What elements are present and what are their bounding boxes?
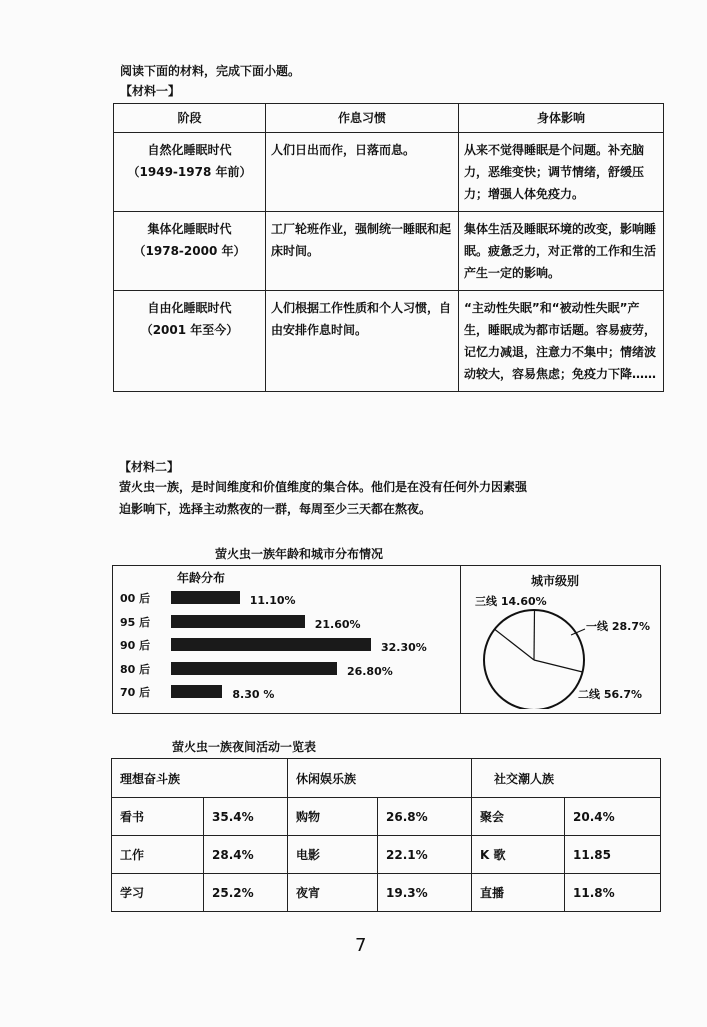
pie-slice-boundary-3 xyxy=(534,660,583,672)
age-bar xyxy=(171,615,305,628)
age-value-label: 11.10% xyxy=(249,594,296,607)
header-habit: 作息习惯 xyxy=(266,104,459,133)
chart-title: 萤火虫一族年龄和城市分布情况 xyxy=(215,547,384,561)
activity-value: 25.2% xyxy=(204,874,288,912)
age-category-label: 70 后 xyxy=(120,686,151,699)
age-chart-subtitle: 年龄分布 xyxy=(177,571,226,585)
material1-label: 【材料一】 xyxy=(120,84,181,98)
table-row xyxy=(114,133,664,212)
age-bar xyxy=(171,662,337,675)
activity-value: 22.1% xyxy=(378,836,472,874)
material2-text-line2: 迫影响下，选择主动熬夜的一群，每周至少三天都在熬夜。 xyxy=(119,502,432,516)
table-row xyxy=(112,798,661,836)
activity-name: K 歌 xyxy=(472,836,565,874)
table-row xyxy=(114,212,664,291)
activity-name: 直播 xyxy=(472,874,565,912)
header-stage: 阶段 xyxy=(114,104,266,133)
activity-name: 购物 xyxy=(288,798,378,836)
stage-period: （1949-1978 年前） xyxy=(127,165,252,179)
sleep-era-table xyxy=(113,103,664,392)
impact-cell: 集体生活及睡眠环境的改变，影响睡眠。疲惫乏力，对正常的工作和生活产生一定的影响。 xyxy=(459,212,664,291)
activity-group-row xyxy=(112,759,661,798)
stage-name: 自然化睡眠时代 xyxy=(147,143,232,157)
activity-value: 19.3% xyxy=(378,874,472,912)
pie-label-tier2: 二线 56.7% xyxy=(578,688,642,701)
pie-label-tier3: 三线 14.60% xyxy=(475,595,547,608)
age-bar-area xyxy=(113,566,460,713)
city-chart-subtitle: 城市级别 xyxy=(531,574,580,588)
intro-text: 阅读下面的材料，完成下面小题。 xyxy=(120,64,301,78)
activity-value: 20.4% xyxy=(565,798,661,836)
age-bar xyxy=(171,638,371,651)
stage-period: （1978-2000 年） xyxy=(133,244,246,258)
habit-cell: 人们根据工作性质和个人习惯，自由安排作息时间。 xyxy=(266,291,459,392)
activity-name: 工作 xyxy=(112,836,204,874)
material2-text-line1: 萤火虫一族，是时间维度和价值维度的集合体。他们是在没有任何外力因素强 xyxy=(119,480,528,494)
pie-label-tier1: 一线 28.7% xyxy=(586,620,650,633)
activity-value: 35.4% xyxy=(204,798,288,836)
stage-name: 自由化睡眠时代 xyxy=(147,301,232,315)
pie-slice-boundary-1 xyxy=(495,629,534,660)
age-value-label: 26.80% xyxy=(346,664,393,678)
stage-period: （2001 年至今） xyxy=(140,323,239,337)
table-header-row xyxy=(114,104,664,133)
page-number: 7 xyxy=(355,935,367,956)
activity-value: 11.85 xyxy=(565,836,661,874)
age-value-label: 8.30 % xyxy=(232,688,275,701)
activity-table xyxy=(111,758,661,912)
activity-name: 看书 xyxy=(112,798,204,836)
age-category-label: 80 后 xyxy=(120,662,151,676)
age-value-label: 32.30% xyxy=(381,641,427,654)
activity-name: 聚会 xyxy=(472,798,565,836)
activity-name: 电影 xyxy=(288,836,378,874)
age-category-label: 95 后 xyxy=(120,615,151,629)
activity-value: 26.8% xyxy=(378,798,472,836)
activity-name: 学习 xyxy=(112,874,204,912)
age-bar xyxy=(171,685,222,698)
group-name: 休闲娱乐族 xyxy=(288,759,472,798)
table-row xyxy=(114,291,664,392)
age-bar xyxy=(171,591,240,604)
habit-cell: 人们日出而作，日落而息。 xyxy=(266,133,459,212)
group-name: 社交潮人族 xyxy=(472,759,661,798)
group-name: 理想奋斗族 xyxy=(112,759,288,798)
activity-value: 28.4% xyxy=(204,836,288,874)
distribution-chart xyxy=(112,565,661,714)
impact-cell: 从来不觉得睡眠是个问题。补充脑力，恶维变快；调节情绪，舒缓压力；增强人体免疫力。 xyxy=(459,133,664,212)
table-row xyxy=(112,874,661,912)
stage-name: 集体化睡眠时代 xyxy=(147,222,232,236)
activity-table-title: 萤火虫一族夜间活动一览表 xyxy=(172,740,317,754)
habit-cell: 工厂轮班作业，强制统一睡眠和起床时间。 xyxy=(266,212,459,291)
age-value-label: 21.60% xyxy=(314,617,361,631)
activity-value: 11.8% xyxy=(565,874,661,912)
table-row xyxy=(112,836,661,874)
header-impact: 身体影响 xyxy=(459,104,664,133)
impact-cell: “主动性失眠”和“被动性失眠”产生，睡眠成为都市话题。容易疲劳，记忆力减退，注意力不集中；情绪波动较大，容易焦虑；免疫力下降…… xyxy=(459,291,664,392)
material2-label: 【材料二】 xyxy=(119,460,180,474)
age-category-label: 00 后 xyxy=(120,592,151,605)
age-category-label: 90 后 xyxy=(120,639,151,652)
chart-divider xyxy=(460,566,461,713)
activity-name: 夜宵 xyxy=(288,874,378,912)
